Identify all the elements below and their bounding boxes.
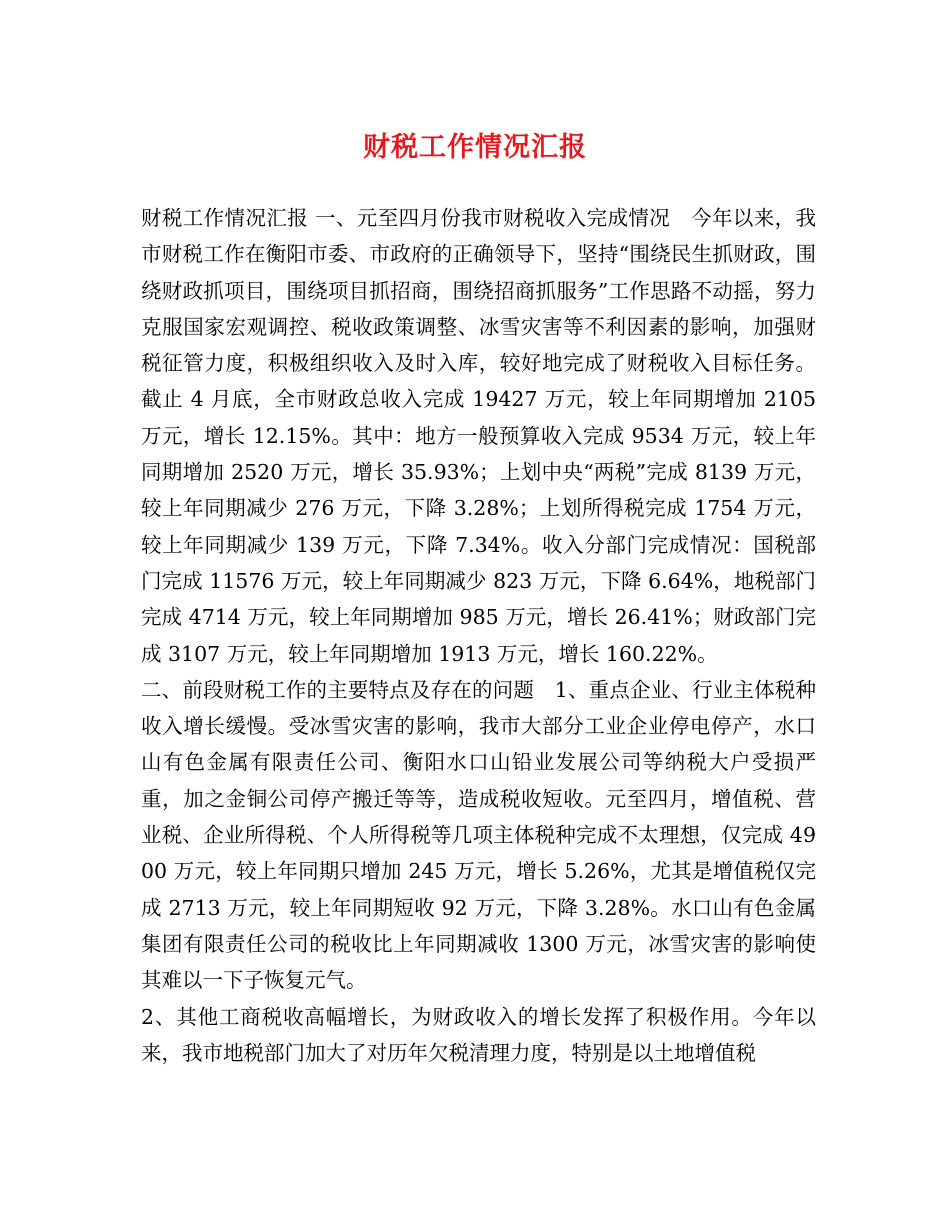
paragraph-other-taxes: 2、其他工商税收高幅增长，为财政收入的增长发挥了积极作用。今年以来，我市地税部门加大了对历年欠税清理力度，特别是以土地增值税 [141, 1004, 816, 1065]
document-body [141, 200, 816, 1071]
document-title: 财税工作情况汇报 [363, 132, 587, 163]
paragraph-revenue-overview: 财税工作情况汇报 一、元至四月份我市财税收入完成情况 今年以来，我市财税工作在衡阳市委、市政府的正确领导下，坚持“围绕民生抓财政，围绕财政抓项目，围绕项目抓招商，围绕招商抓服务”工作思路不动摇，努力克服国家宏观调控、税收政策调整、冰雪灾害等不利因素的影响，加强财税征管力度，积极组织收入及时入库，较好地完成了财税收入目标任务。截止 4 月底，全市财政总收入完成 19427 万元，较上年同期增加 2105 万元，增长 12.15%。其中：地方一般预算收入完成 9534 万元，较上年同期增加 2520 万元，增长 35.93%；上划中央“两税”完成 8139 万元，较上年同期减少 276 万元，下降 3.28%；上划所得税完成 1754 万元，较上年同期减少 139 万元，下降 7.34%。收入分部门完成情况：国税部门完成 11576 万元，较上年同期减少 823 万元，下降 6.64%，地税部门完成 4714 万元，较上年同期增加 985 万元，增长 26.41%；财政部门完成 3107 万元，较上年同期增加 1913 万元，增长 160.22%。 [141, 206, 816, 666]
paragraph-main-characteristics: 二、前段财税工作的主要特点及存在的问题 1、重点企业、行业主体税种收入增长缓慢。受冰雪灾害的影响，我市大部分工业企业停电停产，水口山有色金属有限责任公司、衡阳水口山铅业发展公司等纳税大户受损严重，加之金铜公司停产搬迁等等，造成税收短收。元至四月，增值税、营业税、企业所得税、个人所得税等几项主体税种完成不太理想，仅完成 4900 万元，较上年同期只增加 245 万元，增长 5.26%，尤其是增值税仅完成 2713 万元，较上年同期短收 92 万元，下降 3.28%。水口山有色金属集团有限责任公司的税收比上年同期减收 1300 万元，冰雪灾害的影响使其难以一下子恢复元气。 [141, 677, 816, 993]
